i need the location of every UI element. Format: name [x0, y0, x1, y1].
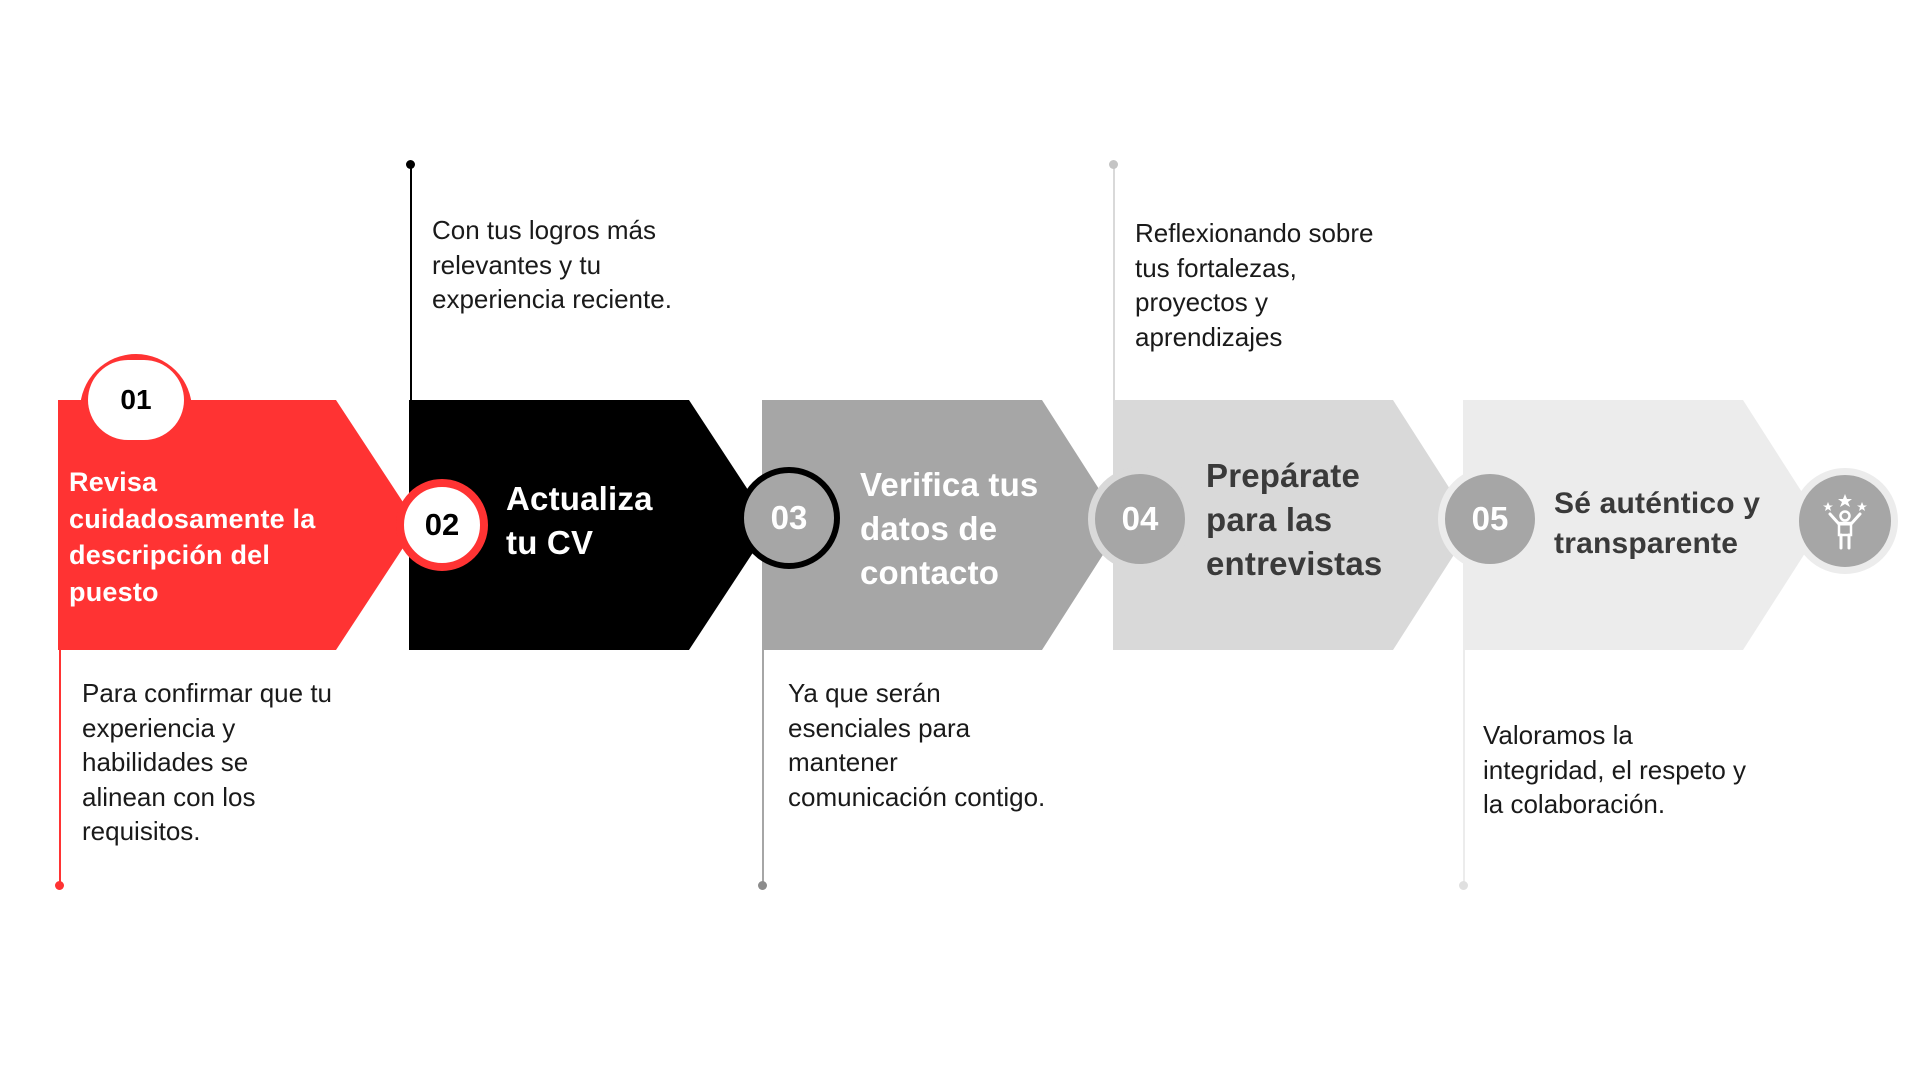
step-1-description: Para confirmar que tu experiencia y habilidades se alinean con los requisitos. — [82, 678, 333, 847]
step-5-description: Valoramos la integridad, el respeto y la colaboración. — [1483, 720, 1747, 820]
step-1-number: 01 — [120, 384, 152, 415]
step-2-number: 02 — [424, 507, 460, 542]
person-celebrating-stars-icon — [1814, 490, 1876, 552]
connector-dot-1 — [55, 881, 64, 890]
end-icon-badge — [1792, 468, 1898, 574]
connector-line-3 — [762, 640, 764, 886]
step-3-number-badge — [738, 467, 840, 569]
connector-dot-5 — [1459, 881, 1468, 890]
connector-line-5 — [1463, 640, 1465, 886]
connector-dot-2 — [406, 160, 415, 169]
step-3-description: Ya que serán esenciales para mantener comunicación contigo. — [788, 678, 1046, 812]
step-5-number: 05 — [1471, 500, 1509, 537]
step-2-description: Con tus logros más relevantes y tu experiencia reciente. — [432, 215, 672, 315]
step-5-number-badge — [1438, 467, 1542, 571]
connector-dot-3 — [758, 881, 767, 890]
step-5-title: Sé auténtico y transparente — [1554, 487, 1761, 560]
connector-dot-4 — [1109, 160, 1118, 169]
step-4-title: Prepárate para las entrevistas — [1206, 457, 1383, 582]
step-2-title: Actualiza tu CV — [506, 480, 653, 561]
step-4-number-badge — [1088, 467, 1192, 571]
step-4-description: Reflexionando sobre tus fortalezas, proyectos y aprendizajes — [1135, 218, 1374, 352]
step-3-number: 03 — [770, 499, 808, 536]
connector-line-2 — [410, 164, 412, 404]
step-2-number-badge — [396, 479, 488, 571]
connector-line-1 — [59, 640, 61, 886]
connector-line-4 — [1113, 164, 1115, 404]
step-1-number-badge — [88, 360, 184, 440]
step-1-title: Revisa cuidadosamente la descripción del puesto — [69, 467, 316, 608]
step-4-number: 04 — [1121, 500, 1159, 537]
step-3-title: Verifica tus datos de contacto — [860, 466, 1039, 591]
